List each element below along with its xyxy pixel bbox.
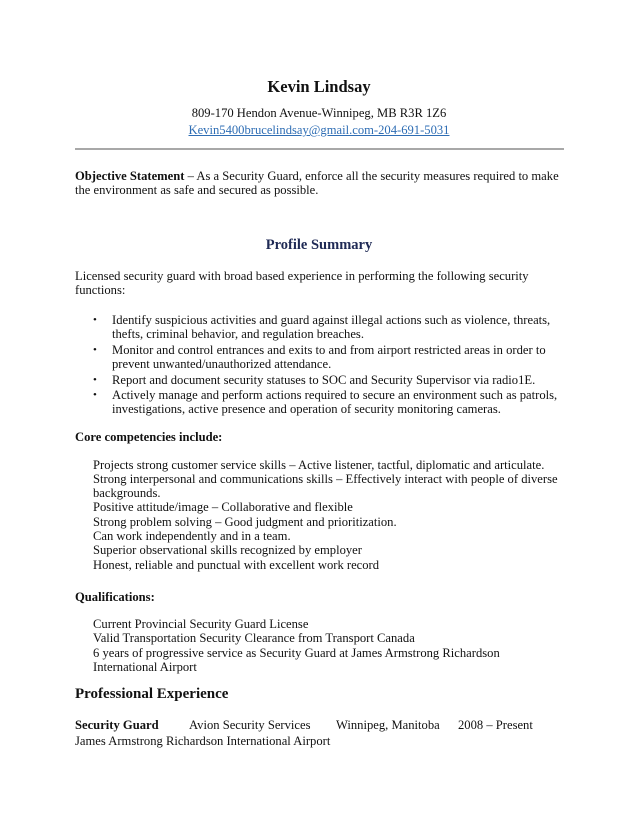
core-item: Positive attitude/image – Collaborative and flexible <box>93 500 353 514</box>
bullet-item: Report and document security statuses to SOC and Security Supervisor via radio1E. <box>112 373 536 387</box>
contact-email-link[interactable]: Kevin5400brucelindsay@gmail.com-204-691-5031 <box>188 123 450 137</box>
job-title: Security Guard <box>75 718 159 732</box>
objective-label: Objective Statement <box>75 169 185 183</box>
bullet-icon: • <box>93 374 97 386</box>
job-company: Avion Security Services <box>189 718 311 732</box>
qualifications-heading: Qualifications: <box>75 590 155 604</box>
job-location: Winnipeg, Manitoba <box>336 718 440 732</box>
core-competencies-heading: Core competencies include: <box>75 430 223 444</box>
profile-intro-1: Licensed security guard with broad based experience in performing the following security <box>75 269 529 283</box>
core-item: Can work independently and in a team. <box>93 529 291 543</box>
core-item: Strong problem solving – Good judgment and prioritization. <box>93 515 397 529</box>
profile-summary-heading: Profile Summary <box>265 237 373 253</box>
core-item: Projects strong customer service skills – Active listener, tactful, diplomatic and articulate. <box>93 458 545 472</box>
bullet-item: Identify suspicious activities and guard against illegal actions such as violence, threats, <box>112 313 551 327</box>
candidate-name: Kevin Lindsay <box>267 77 371 96</box>
bullet-icon: • <box>93 314 97 326</box>
bullet-item: Monitor and control entrances and exits to and from airport restricted areas in order to <box>112 343 546 357</box>
job-dates: 2008 – Present <box>458 718 533 732</box>
job-site: James Armstrong Richardson International Airport <box>75 734 331 748</box>
core-item: Strong interpersonal and communications skills – Effectively interact with people of diverse <box>93 472 558 486</box>
qualification-item: Current Provincial Security Guard License <box>93 617 309 631</box>
objective-line-2: the environment as safe and secured as possible. <box>75 183 319 197</box>
bullet-icon: • <box>93 344 97 356</box>
objective-text: – As a Security Guard, enforce all the security measures required to make <box>187 169 559 183</box>
qualification-item: International Airport <box>93 660 197 674</box>
bullet-icon: • <box>93 389 97 401</box>
objective-line-1 <box>75 169 559 183</box>
core-item: Honest, reliable and punctual with excellent work record <box>93 558 380 572</box>
header-divider <box>75 148 564 150</box>
bullet-item-cont: prevent unwanted/unauthorized attendance. <box>112 357 332 371</box>
profile-intro-2: functions: <box>75 283 126 297</box>
qualification-item: Valid Transportation Security Clearance from Transport Canada <box>93 631 415 645</box>
core-item: Superior observational skills recognized by employer <box>93 543 362 557</box>
bullet-item: Actively manage and perform actions required to secure an environment such as patrols, <box>112 388 558 402</box>
core-item: backgrounds. <box>93 486 161 500</box>
address: 809-170 Hendon Avenue-Winnipeg, MB R3R 1Z6 <box>191 106 447 120</box>
qualification-item: 6 years of progressive service as Security Guard at James Armstrong Richardson <box>93 646 500 660</box>
bullet-item-cont: thefts, criminal behavior, and regulation breaches. <box>112 327 364 341</box>
professional-experience-heading: Professional Experience <box>75 686 229 702</box>
bullet-item-cont: investigations, active presence and operation of security monitoring cameras. <box>112 402 501 416</box>
